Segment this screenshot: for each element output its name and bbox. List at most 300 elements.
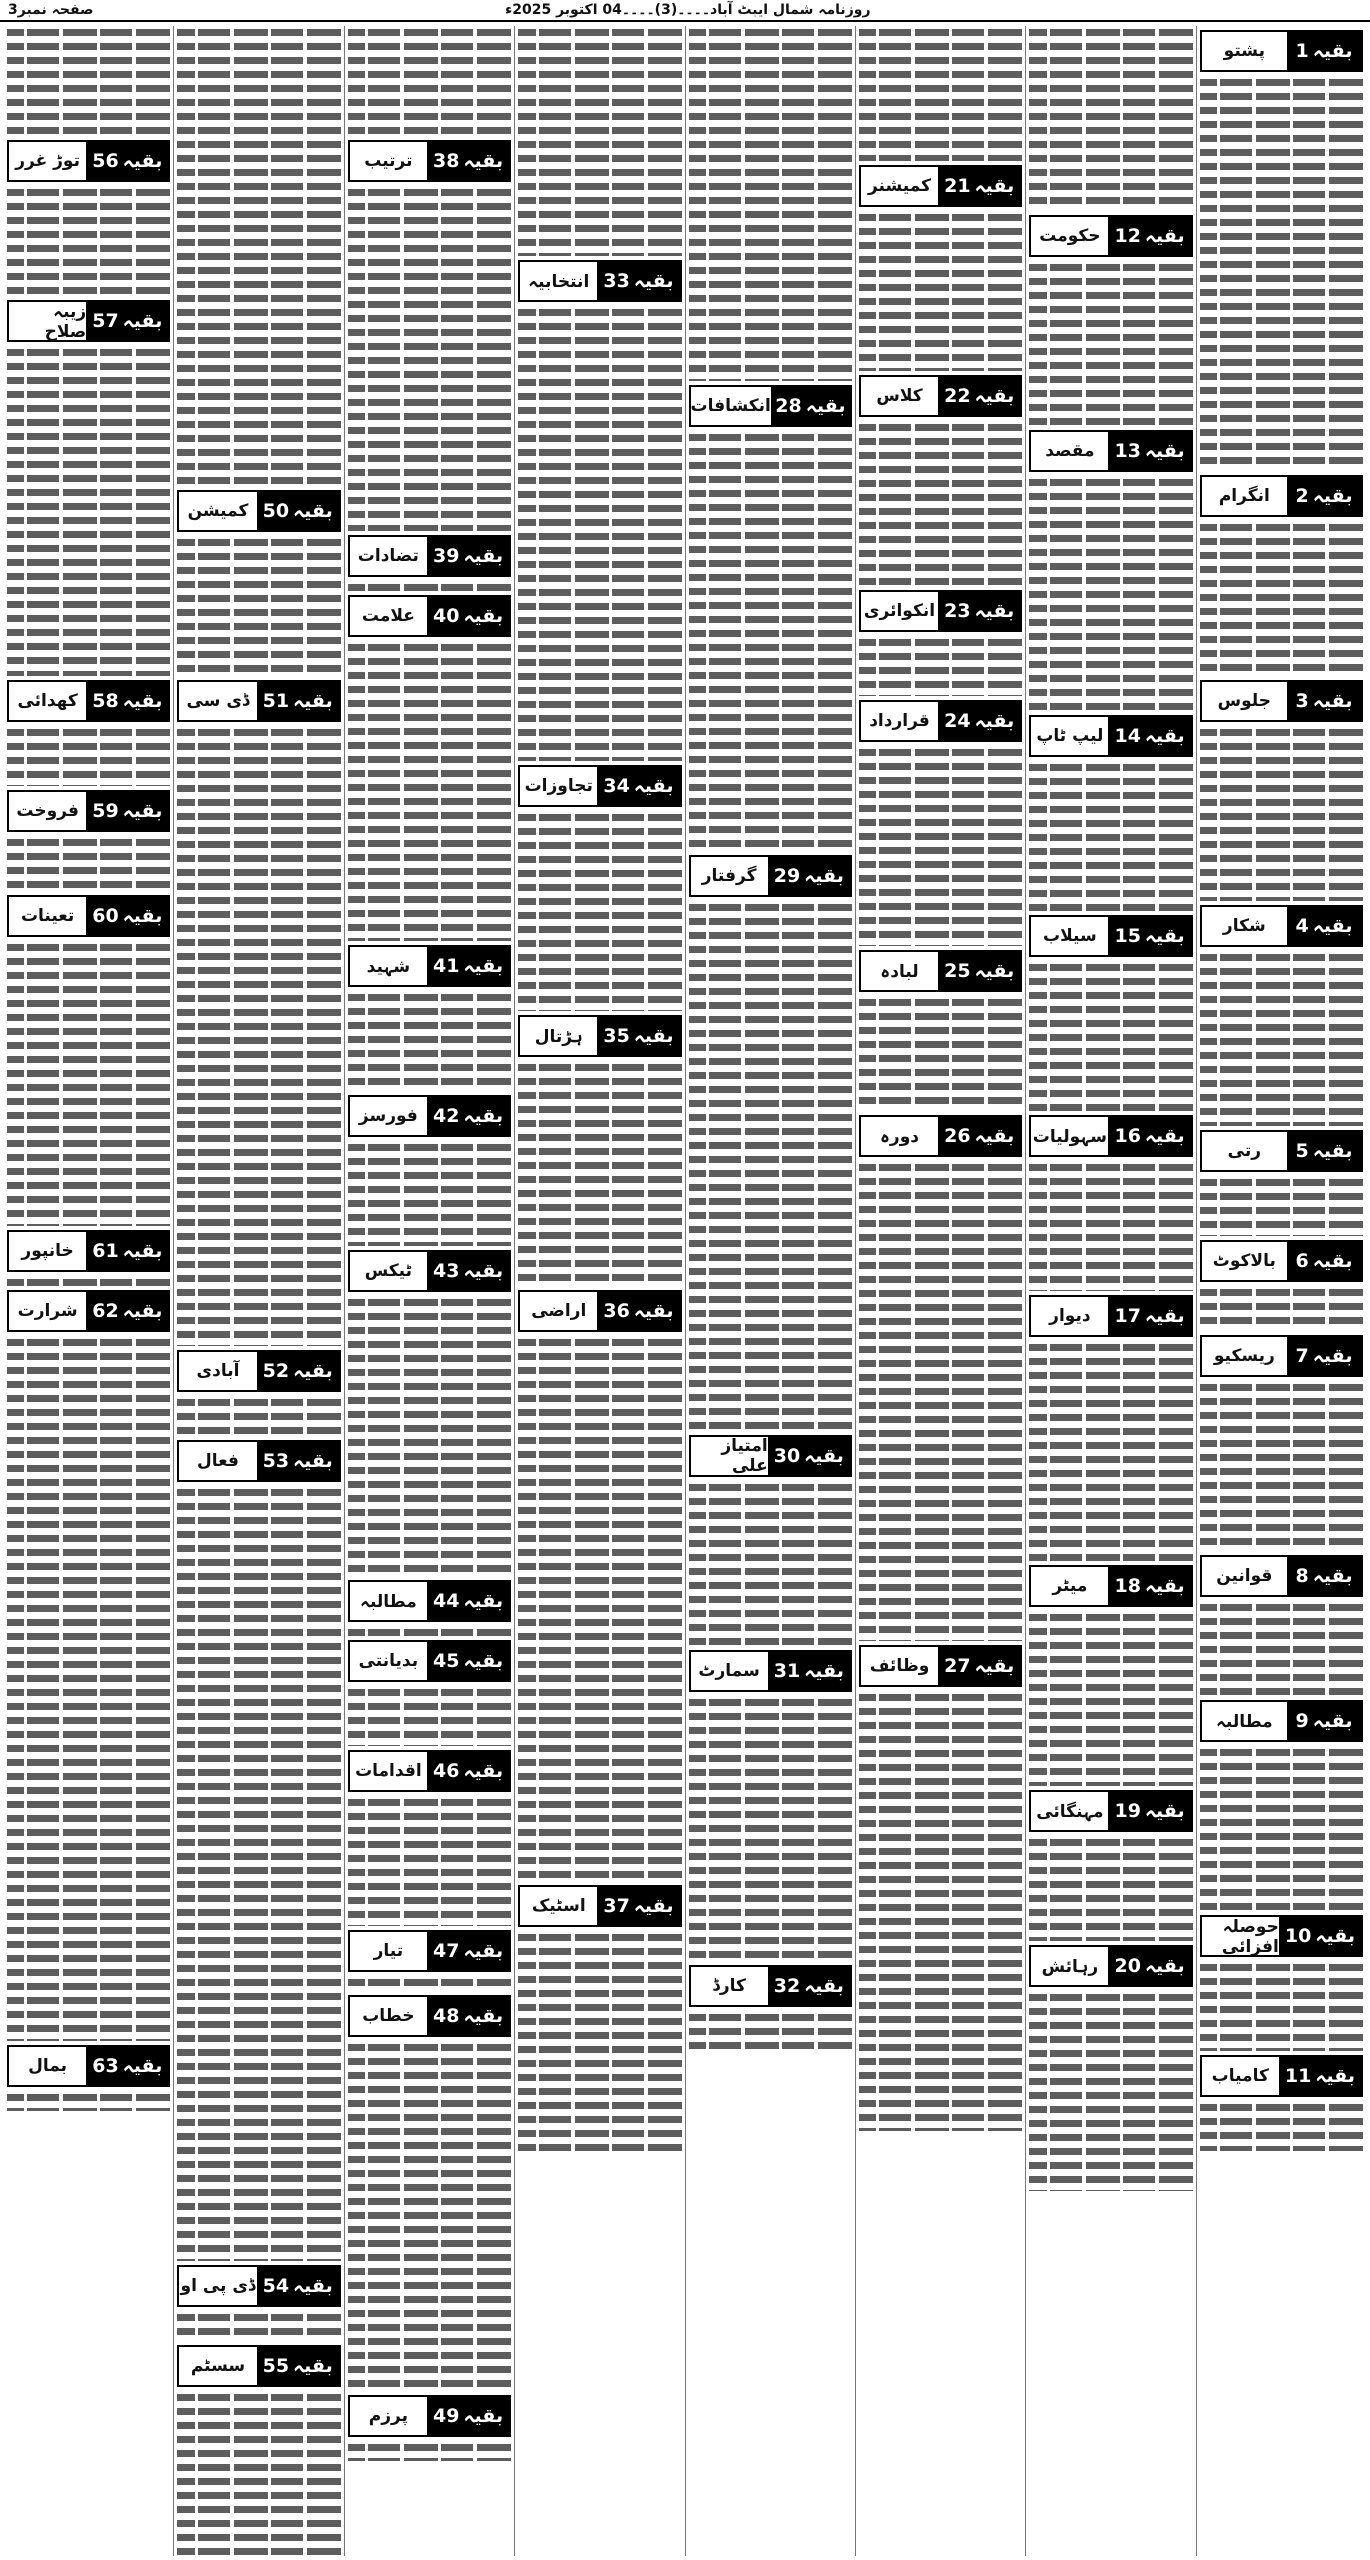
continuation-banner[interactable] <box>7 1290 170 1332</box>
banner-number: 3 <box>1295 690 1309 712</box>
banner-label: بقیہ <box>1144 725 1185 747</box>
banner-tag <box>427 1582 509 1620</box>
article-text-block <box>7 26 170 136</box>
continuation-banner[interactable] <box>1200 475 1363 517</box>
banner-number: 18 <box>1114 1575 1141 1597</box>
banner-tag <box>86 1232 168 1270</box>
banner-number: 13 <box>1114 440 1141 462</box>
banner-number: 36 <box>603 1300 630 1322</box>
page-number: صفحہ نمبر3 <box>8 2 94 18</box>
banner-title: امتیاز علی <box>721 1436 768 1476</box>
banner-tag <box>597 767 679 805</box>
banner-label: بقیہ <box>463 150 504 172</box>
banner-label: بقیہ <box>463 1940 504 1962</box>
banner-label: بقیہ <box>974 1125 1015 1147</box>
banner-number: 53 <box>262 1450 290 1472</box>
article-text-block <box>7 1336 170 2041</box>
banner-label: بقیہ <box>122 2055 163 2077</box>
article-text-block <box>348 1686 511 1746</box>
column-2 <box>1025 26 1195 2556</box>
banner-title: مطالبہ <box>359 1591 417 1612</box>
banner-number: 57 <box>92 310 119 332</box>
banner-tag <box>86 1292 168 1330</box>
continuation-banner[interactable] <box>518 1015 681 1057</box>
banner-title: رتی <box>1227 1141 1261 1161</box>
banner-tag <box>1108 717 1190 755</box>
article-text-block <box>1200 726 1363 901</box>
continuation-banner[interactable] <box>1200 1335 1363 1377</box>
continuation-banner[interactable] <box>177 1350 340 1392</box>
banner-tag <box>427 1642 509 1680</box>
continuation-banner[interactable] <box>1200 30 1363 72</box>
banner-label: بقیہ <box>463 545 504 567</box>
banner-number: 7 <box>1295 1345 1309 1367</box>
continuation-banner[interactable] <box>177 2345 340 2387</box>
banner-title: تجاوزات <box>524 776 593 796</box>
continuation-banner[interactable] <box>1029 215 1192 257</box>
banner-label: بقیہ <box>293 690 333 712</box>
article-text-block <box>1200 1176 1363 1236</box>
banner-number: 14 <box>1114 725 1141 747</box>
banner-number: 15 <box>1114 925 1141 947</box>
article-text-block <box>177 2391 340 2556</box>
banner-label: بقیہ <box>122 800 163 822</box>
article-text-block <box>518 811 681 1011</box>
banner-tag <box>768 1652 850 1690</box>
article-text-block <box>1029 1341 1192 1561</box>
continuation-banner[interactable] <box>1200 2055 1363 2097</box>
article-text-block <box>348 186 511 531</box>
continuation-banner[interactable] <box>7 300 170 342</box>
banner-title: کارڈ <box>712 1976 746 1996</box>
article-text-block <box>1200 1961 1363 2051</box>
banner-label: بقیہ <box>122 310 163 332</box>
banner-label: بقیہ <box>463 2405 504 2427</box>
article-text-block <box>348 26 511 136</box>
article-text-block <box>1029 1611 1192 1786</box>
continuation-banner[interactable] <box>518 260 681 302</box>
article-text-block <box>1200 521 1363 676</box>
banner-title: شرارت <box>17 1301 78 1321</box>
banner-label: بقیہ <box>1315 1925 1355 1947</box>
banner-label: بقیہ <box>633 1025 674 1047</box>
banner-title: ڈی سی <box>186 691 250 711</box>
banner-number: 37 <box>603 1895 630 1917</box>
banner-title: فعال <box>197 1451 239 1471</box>
article-text-block <box>1029 961 1192 1111</box>
banner-title: بالاکوٹ <box>1212 1251 1276 1271</box>
banner-number: 55 <box>262 2355 290 2377</box>
continuation-banner[interactable] <box>7 790 170 832</box>
banner-tag <box>938 1117 1020 1155</box>
banner-title: پرزم <box>368 2406 408 2426</box>
banner-number: 27 <box>944 1655 971 1677</box>
article-text-block <box>7 2091 170 2111</box>
column-4 <box>685 26 855 2556</box>
banner-number: 44 <box>432 1590 460 1612</box>
article-text-block <box>177 1396 340 1436</box>
banner-tag <box>257 1442 339 1480</box>
banner-number: 22 <box>944 385 971 407</box>
banner-title: توڑ غرر <box>15 151 80 171</box>
banner-label: بقیہ <box>122 1300 163 1322</box>
banner-tag <box>938 167 1020 205</box>
banner-tag <box>1287 32 1361 70</box>
banner-number: 30 <box>773 1445 801 1467</box>
banner-tag <box>938 592 1020 630</box>
banner-number: 39 <box>432 545 460 567</box>
article-text-block <box>859 636 1022 696</box>
banner-label: بقیہ <box>1144 1955 1185 1977</box>
continuation-banner[interactable] <box>7 140 170 182</box>
continuation-banner[interactable] <box>689 1650 852 1692</box>
article-text-block <box>1029 761 1192 911</box>
banner-tag <box>257 682 339 720</box>
article-text-block <box>859 211 1022 371</box>
article-text-block <box>689 901 852 1431</box>
banner-label: بقیہ <box>633 1300 674 1322</box>
banner-number: 56 <box>92 150 119 172</box>
article-text-block <box>348 2441 511 2461</box>
banner-title: اراضی <box>531 1301 587 1321</box>
banner-title: دیوار <box>1049 1306 1091 1326</box>
banner-label: بقیہ <box>1144 1305 1185 1327</box>
article-text-block <box>518 26 681 256</box>
banner-title: رہائش <box>1041 1956 1099 1977</box>
article-text-block <box>348 1626 511 1636</box>
article-text-block <box>348 2041 511 2391</box>
banner-tag <box>1279 1917 1361 1955</box>
banner-title: تعینات <box>20 906 75 926</box>
banner-label: بقیہ <box>1312 1140 1353 1162</box>
banner-label: بقیہ <box>463 605 504 627</box>
continuation-banner[interactable] <box>348 1750 511 1792</box>
banner-label: بقیہ <box>805 395 846 417</box>
banner-number: 63 <box>92 2055 119 2077</box>
banner-title: میٹر <box>1052 1576 1088 1596</box>
continuation-banner[interactable] <box>1029 430 1192 472</box>
article-text-block <box>1029 1991 1192 2191</box>
banner-number: 4 <box>1295 915 1309 937</box>
article-text-block <box>7 941 170 1226</box>
continuation-banner[interactable] <box>1200 680 1363 722</box>
banner-title: بدیانتی <box>358 1651 419 1671</box>
continuation-banner[interactable] <box>348 1250 511 1292</box>
continuation-banner[interactable] <box>518 1290 681 1332</box>
continuation-banner[interactable] <box>177 490 340 532</box>
banner-label: بقیہ <box>293 1450 333 1472</box>
banner-number: 6 <box>1295 1250 1309 1272</box>
article-text-block <box>348 1141 511 1246</box>
article-text-block <box>1200 951 1363 1126</box>
banner-title: اقدامات <box>355 1761 422 1781</box>
continuation-banner[interactable] <box>689 855 852 897</box>
article-text-block <box>859 26 1022 161</box>
article-text-block <box>1029 261 1192 426</box>
banner-title: تضادات <box>357 546 419 566</box>
article-text-block <box>177 2311 340 2341</box>
banner-tag <box>86 897 168 935</box>
continuation-banner[interactable] <box>1200 1555 1363 1597</box>
banner-title: لیپ ٹاپ <box>1036 726 1104 746</box>
banner-number: 16 <box>1114 1125 1141 1147</box>
article-text-block <box>177 726 340 1346</box>
banner-tag <box>938 377 1020 415</box>
banner-title: انتخابیہ <box>528 271 590 292</box>
banner-number: 23 <box>944 600 971 622</box>
banner-title: ٹیکس <box>364 1261 412 1281</box>
banner-number: 54 <box>262 2275 290 2297</box>
article-text-block <box>1029 476 1192 711</box>
banner-tag <box>597 262 679 300</box>
continuation-banner[interactable] <box>859 165 1022 207</box>
continuation-banner[interactable] <box>859 375 1022 417</box>
banner-label: بقیہ <box>463 1650 504 1672</box>
continuation-banner[interactable] <box>518 1885 681 1927</box>
banner-title: مطالبہ <box>1215 1711 1273 1732</box>
banner-tag <box>86 302 168 340</box>
banner-number: 40 <box>432 605 460 627</box>
banner-label: بقیہ <box>122 1240 163 1262</box>
banner-label: بقیہ <box>1312 1250 1353 1272</box>
banner-label: بقیہ <box>463 1105 504 1127</box>
banner-title: خانپور <box>21 1241 74 1261</box>
banner-number: 1 <box>1295 40 1309 62</box>
banner-tag <box>86 2047 168 2085</box>
banner-label: بقیہ <box>1312 485 1353 507</box>
continuation-banner[interactable] <box>177 1440 340 1482</box>
banner-number: 43 <box>432 1260 460 1282</box>
continuation-banner[interactable] <box>348 1930 511 1972</box>
banner-tag <box>427 1097 509 1135</box>
continuation-banner[interactable] <box>1200 1700 1363 1742</box>
masthead <box>0 0 1370 22</box>
banner-title: انکوائری <box>863 601 936 621</box>
banner-title: علامت <box>361 606 415 626</box>
continuation-banner[interactable] <box>518 765 681 807</box>
banner-tag <box>86 682 168 720</box>
banner-number: 12 <box>1114 225 1141 247</box>
banner-title: تیار <box>373 1941 404 1961</box>
banner-label: بقیہ <box>974 960 1015 982</box>
continuation-banner[interactable] <box>348 1640 511 1682</box>
banner-number: 29 <box>773 865 801 887</box>
banner-tag <box>597 1887 679 1925</box>
banner-label: بقیہ <box>1312 40 1353 62</box>
banner-tag <box>771 387 850 425</box>
banner-title: ڈی پی او <box>180 2276 256 2296</box>
banner-tag <box>1108 1947 1190 1985</box>
continuation-banner[interactable] <box>689 1965 852 2007</box>
continuation-banner[interactable] <box>1200 1240 1363 1282</box>
banner-title: قرارداد <box>869 711 930 731</box>
continuation-banner[interactable] <box>7 2045 170 2087</box>
banner-title: قوانین <box>1216 1566 1273 1586</box>
banner-title: ترتیب <box>364 151 413 171</box>
banner-label: بقیہ <box>633 270 674 292</box>
banner-label: بقیہ <box>974 600 1015 622</box>
article-text-block <box>7 836 170 891</box>
banner-number: 38 <box>432 150 460 172</box>
banner-tag <box>1287 1337 1361 1375</box>
banner-number: 60 <box>92 905 119 927</box>
banner-label: بقیہ <box>1144 1800 1185 1822</box>
continuation-banner[interactable] <box>348 140 511 182</box>
continuation-banner[interactable] <box>689 385 852 427</box>
continuation-banner[interactable] <box>348 1580 511 1622</box>
continuation-banner[interactable] <box>689 1435 852 1477</box>
banner-title: سیلاب <box>1043 926 1097 946</box>
continuation-banner[interactable] <box>348 1095 511 1137</box>
continuation-banner[interactable] <box>348 945 511 987</box>
banner-tag <box>1279 2057 1361 2095</box>
banner-label: بقیہ <box>1144 440 1185 462</box>
article-text-block <box>518 306 681 761</box>
continuation-banner[interactable] <box>859 950 1022 992</box>
article-text-block <box>177 26 340 486</box>
banner-label: بقیہ <box>804 865 844 887</box>
continuation-banner[interactable] <box>859 1645 1022 1687</box>
continuation-banner[interactable] <box>859 700 1022 742</box>
banner-tag <box>257 1352 339 1390</box>
banner-title: مہنگائی <box>1036 1801 1104 1822</box>
banner-tag <box>86 792 168 830</box>
banner-label: بقیہ <box>122 690 163 712</box>
continuation-banner[interactable] <box>7 895 170 937</box>
banner-title: دورہ <box>879 1126 920 1147</box>
banner-title: وظائف <box>869 1656 930 1676</box>
article-text-block <box>1200 2101 1363 2151</box>
continuation-banner[interactable] <box>348 2395 511 2437</box>
banner-title: حوصلہ افزائی <box>1221 1916 1279 1957</box>
banner-tag <box>938 1647 1020 1685</box>
banner-title: کمیشنر <box>867 176 932 196</box>
continuation-banner[interactable] <box>1029 1295 1192 1337</box>
banner-tag <box>768 1967 850 2005</box>
banner-number: 35 <box>603 1025 630 1047</box>
banner-label: بقیہ <box>1144 225 1185 247</box>
banner-label: بقیہ <box>293 2355 333 2377</box>
article-text-block <box>859 996 1022 1111</box>
article-text-block <box>1200 1381 1363 1551</box>
continuation-banner[interactable] <box>859 590 1022 632</box>
article-text-block <box>348 1976 511 1991</box>
banner-tag <box>1108 917 1190 955</box>
article-text-block <box>7 186 170 296</box>
article-text-block <box>348 641 511 941</box>
banner-label: بقیہ <box>633 775 674 797</box>
column-3 <box>855 26 1025 2556</box>
banner-label: بقیہ <box>1144 1575 1185 1597</box>
banner-number: 46 <box>432 1760 460 1782</box>
banner-title: اسٹیک <box>531 1896 586 1916</box>
banner-tag <box>427 142 509 180</box>
banner-number: 48 <box>432 2005 460 2027</box>
banner-label: بقیہ <box>633 1895 674 1917</box>
banner-label: بقیہ <box>1312 690 1353 712</box>
banner-title: کھدائی <box>17 691 78 711</box>
banner-tag <box>257 2267 339 2305</box>
continuation-banner[interactable] <box>1029 1945 1192 1987</box>
banner-tag <box>427 2397 509 2435</box>
banner-number: 52 <box>262 1360 290 1382</box>
banner-label: بقیہ <box>1144 925 1185 947</box>
continuation-banner[interactable] <box>348 1995 511 2037</box>
banner-number: 8 <box>1295 1565 1309 1587</box>
article-text-block <box>1200 1746 1363 1911</box>
continuation-banner[interactable] <box>1200 1130 1363 1172</box>
banner-title: شہید <box>366 956 411 977</box>
banner-number: 62 <box>92 1300 119 1322</box>
banner-label: بقیہ <box>974 1655 1015 1677</box>
article-text-block <box>689 26 852 381</box>
banner-label: بقیہ <box>293 2275 333 2297</box>
article-text-block <box>7 1276 170 1286</box>
continuation-banner[interactable] <box>859 1115 1022 1157</box>
banner-title: ریسکیو <box>1213 1346 1275 1366</box>
banner-number: 33 <box>603 270 630 292</box>
continuation-banner[interactable] <box>348 535 511 577</box>
article-text-block <box>859 1691 1022 2131</box>
banner-title: زیبہ صلاح <box>44 301 87 342</box>
continuation-banner[interactable] <box>348 595 511 637</box>
continuation-banner[interactable] <box>1029 1790 1192 1832</box>
banner-label: بقیہ <box>293 500 333 522</box>
banner-title: کامیاب <box>1211 2066 1269 2086</box>
banner-label: بقیہ <box>122 905 163 927</box>
banner-number: 34 <box>603 775 630 797</box>
banner-number: 61 <box>92 1240 119 1262</box>
banner-label: بقیہ <box>1144 1125 1185 1147</box>
continuation-banner[interactable] <box>1029 715 1192 757</box>
article-text-block <box>1029 1161 1192 1291</box>
continuation-banner[interactable] <box>1200 905 1363 947</box>
banner-tag <box>1287 682 1361 720</box>
article-text-block <box>1029 1836 1192 1941</box>
banner-label: بقیہ <box>463 2005 504 2027</box>
banner-number: 17 <box>1114 1305 1141 1327</box>
continuation-banner[interactable] <box>1200 1915 1363 1957</box>
article-text-block <box>689 1696 852 1961</box>
continuation-banner[interactable] <box>177 680 340 722</box>
continuation-banner[interactable] <box>177 2265 340 2307</box>
banner-tag <box>1108 1567 1190 1605</box>
banner-title: شکار <box>1222 916 1266 936</box>
banner-title: بمال <box>28 2056 68 2076</box>
article-text-block <box>1200 1286 1363 1331</box>
continuation-banner[interactable] <box>1029 1115 1192 1157</box>
continuation-banner[interactable] <box>7 680 170 722</box>
banner-number: 42 <box>432 1105 460 1127</box>
continuation-banner[interactable] <box>1029 915 1192 957</box>
banner-number: 21 <box>944 175 971 197</box>
newspaper-columns <box>4 26 1366 2556</box>
banner-title: مقصد <box>1045 441 1095 461</box>
continuation-banner[interactable] <box>7 1230 170 1272</box>
banner-tag <box>938 952 1020 990</box>
banner-label: بقیہ <box>1312 1710 1353 1732</box>
column-8 <box>4 26 173 2556</box>
banner-label: بقیہ <box>1312 1345 1353 1367</box>
banner-title: انکشافات <box>690 396 771 416</box>
banner-number: 28 <box>775 395 802 417</box>
banner-label: بقیہ <box>293 1360 333 1382</box>
continuation-banner[interactable] <box>1029 1565 1192 1607</box>
banner-tag <box>427 1997 509 2035</box>
banner-tag <box>1287 1132 1361 1170</box>
banner-tag <box>427 1252 509 1290</box>
banner-label: بقیہ <box>804 1660 844 1682</box>
